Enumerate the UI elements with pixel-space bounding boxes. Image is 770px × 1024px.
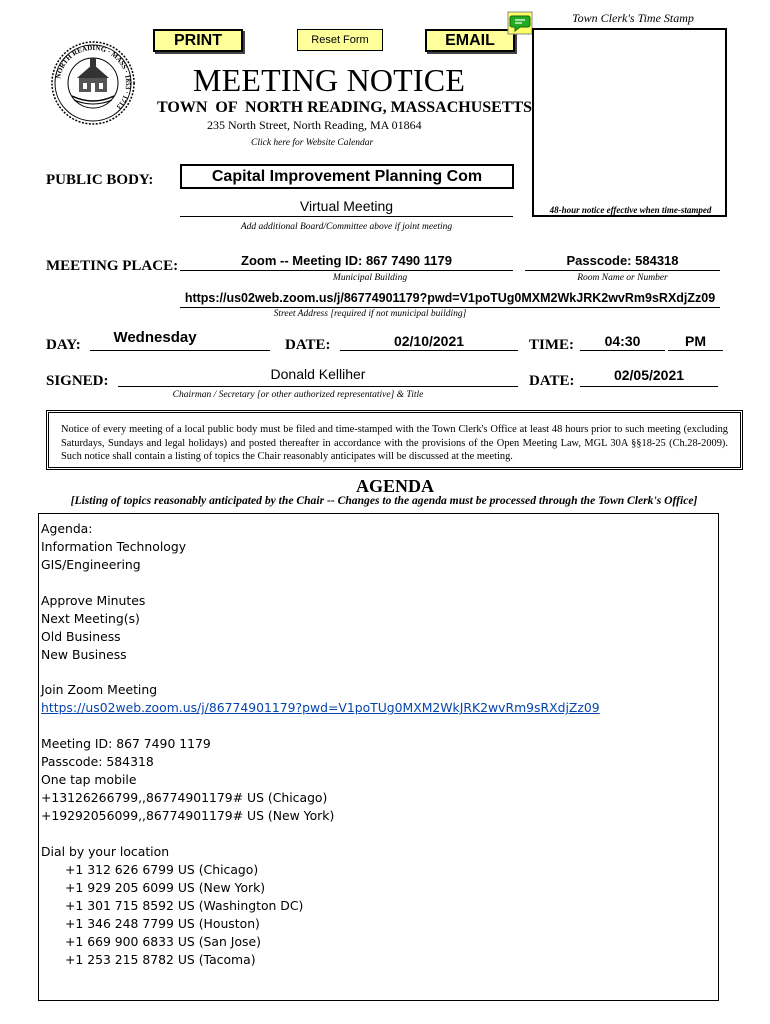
agenda-line: GIS/Engineering bbox=[41, 556, 141, 572]
agenda-line: Join Zoom Meeting bbox=[41, 682, 158, 698]
email-button[interactable]: EMAIL bbox=[425, 29, 515, 52]
notice-box bbox=[46, 410, 743, 470]
agenda-line: +1 312 626 6799 US (Chicago) bbox=[65, 861, 259, 877]
agenda-line: Next Meeting(s) bbox=[41, 610, 140, 626]
town-address: 235 North Street, North Reading, MA 01864 bbox=[207, 118, 422, 132]
agenda-line bbox=[41, 825, 718, 843]
print-button[interactable]: PRINT bbox=[153, 29, 243, 52]
street-address-line bbox=[180, 307, 720, 308]
meeting-date-line bbox=[340, 350, 518, 351]
signed-date-line bbox=[580, 386, 718, 387]
comment-icon[interactable] bbox=[507, 11, 533, 35]
website-calendar-link[interactable]: Click here for Website Calendar bbox=[251, 138, 374, 148]
signed-caption: Chairman / Secretary [or other authorized representative] & Title bbox=[172, 390, 424, 400]
agenda-line: Approve Minutes bbox=[41, 592, 146, 608]
ampm-line bbox=[668, 350, 723, 351]
agenda-line: Old Business bbox=[41, 628, 121, 644]
additional-body-caption: Add additional Board/Committee above if joint meeting bbox=[240, 222, 453, 232]
agenda-line: Meeting ID: 867 7490 1179 bbox=[41, 736, 211, 752]
room-line bbox=[525, 270, 720, 271]
town-name: TOWN OF NORTH READING, MASSACHUSETTS bbox=[157, 99, 533, 116]
agenda-line: +1 929 205 6099 US (New York) bbox=[65, 879, 266, 895]
agenda-line: New Business bbox=[41, 646, 127, 662]
agenda-line: One tap mobile bbox=[41, 772, 137, 788]
agenda-line: +1 301 715 8592 US (Washington DC) bbox=[65, 897, 304, 913]
reset-form-button[interactable]: Reset Form bbox=[297, 29, 383, 51]
agenda-line: +19292056099,,86774901179# US (New York) bbox=[41, 808, 335, 823]
agenda-line: +13126266799,,86774901179# US (Chicago) bbox=[41, 790, 328, 806]
signed-date-label: DATE: bbox=[529, 373, 575, 389]
additional-body-line bbox=[180, 216, 513, 217]
municipal-building-field[interactable]: Zoom -- Meeting ID: 867 7490 1179 bbox=[241, 253, 452, 268]
town-seal-logo bbox=[50, 40, 136, 126]
agenda-line: Dial by your location bbox=[41, 843, 170, 859]
agenda-subheading: [Listing of topics reasonably anticipated by the Chair -- Changes to the agenda must be processed through the Town Clerk's Office] bbox=[70, 494, 698, 507]
agenda-line: +1 253 215 8782 US (Tacoma) bbox=[65, 951, 256, 967]
additional-body-field[interactable]: Virtual Meeting bbox=[299, 198, 394, 214]
agenda-line bbox=[41, 664, 718, 682]
public-body-label: PUBLIC BODY: bbox=[46, 172, 154, 188]
time-label: TIME: bbox=[529, 337, 574, 353]
public-body-field[interactable]: Capital Improvement Planning Com bbox=[180, 164, 514, 189]
agenda-line: Passcode: 584318 bbox=[41, 754, 154, 770]
day-line bbox=[90, 350, 270, 351]
time-stamp-note: 48-hour notice effective when time-stamped bbox=[549, 205, 712, 215]
time-line bbox=[580, 350, 665, 351]
date-label: DATE: bbox=[285, 337, 331, 353]
agenda-line bbox=[41, 717, 718, 735]
time-stamp-title: Town Clerk's Time Stamp bbox=[572, 11, 694, 25]
signed-date-field[interactable]: 02/05/2021 bbox=[613, 367, 685, 383]
time-field[interactable]: 04:30 bbox=[604, 333, 641, 349]
seal-text: NORTH READING · MASS · 1853 · 1713 bbox=[54, 43, 133, 111]
agenda-heading: AGENDA bbox=[355, 476, 434, 496]
signed-line bbox=[118, 386, 518, 387]
meeting-date-field[interactable]: 02/10/2021 bbox=[393, 333, 465, 349]
street-address-field[interactable]: https://us02web.zoom.us/j/86774901179?pwd=V1poTUg0MXM2WkJRK2wvRm9sRXdjZz09 bbox=[184, 291, 716, 305]
agenda-textarea[interactable] bbox=[38, 513, 719, 1001]
signed-field[interactable]: Donald Kelliher bbox=[270, 366, 366, 382]
municipal-building-line bbox=[180, 270, 513, 271]
agenda-line: +1 669 900 6833 US (San Jose) bbox=[65, 933, 261, 949]
agenda-line: Agenda: bbox=[41, 521, 93, 536]
agenda-line: +1 346 248 7799 US (Houston) bbox=[65, 915, 260, 931]
day-label: DAY: bbox=[46, 337, 81, 353]
room-field[interactable]: Passcode: 584318 bbox=[566, 253, 679, 268]
agenda-line bbox=[41, 574, 718, 592]
street-address-caption: Street Address [required if not municipal building] bbox=[273, 309, 467, 319]
day-field[interactable]: Wednesday bbox=[113, 329, 197, 346]
signed-label: SIGNED: bbox=[46, 373, 109, 389]
notice-text: Notice of every meeting of a local public body must be filed and time-stamped with the Town Clerk's Office at least 48 hours prior to such meeting (excluding Saturdays, Sundays and legal holidays) and posted thereafter in accordance with the provisions of the Open Meeting Law, MGL 30A §§18-25 (Ch.28-2009). Such notice shall contain a listing of topics the Chair reasonably anticipates will be discussed at the meeting. bbox=[61, 424, 728, 462]
agenda-line: Information Technology bbox=[41, 538, 187, 554]
municipal-building-caption: Municipal Building bbox=[332, 273, 408, 283]
time-stamp-box bbox=[532, 28, 727, 217]
meeting-place-label: MEETING PLACE: bbox=[46, 258, 179, 274]
ampm-field[interactable]: PM bbox=[685, 333, 706, 349]
page-title: MEETING NOTICE bbox=[193, 62, 466, 98]
zoom-meeting-link[interactable]: https://us02web.zoom.us/j/86774901179?pwd=V1poTUg0MXM2WkJRK2wvRm9sRXdjZz09 bbox=[41, 700, 600, 716]
room-caption: Room Name or Number bbox=[577, 273, 668, 283]
